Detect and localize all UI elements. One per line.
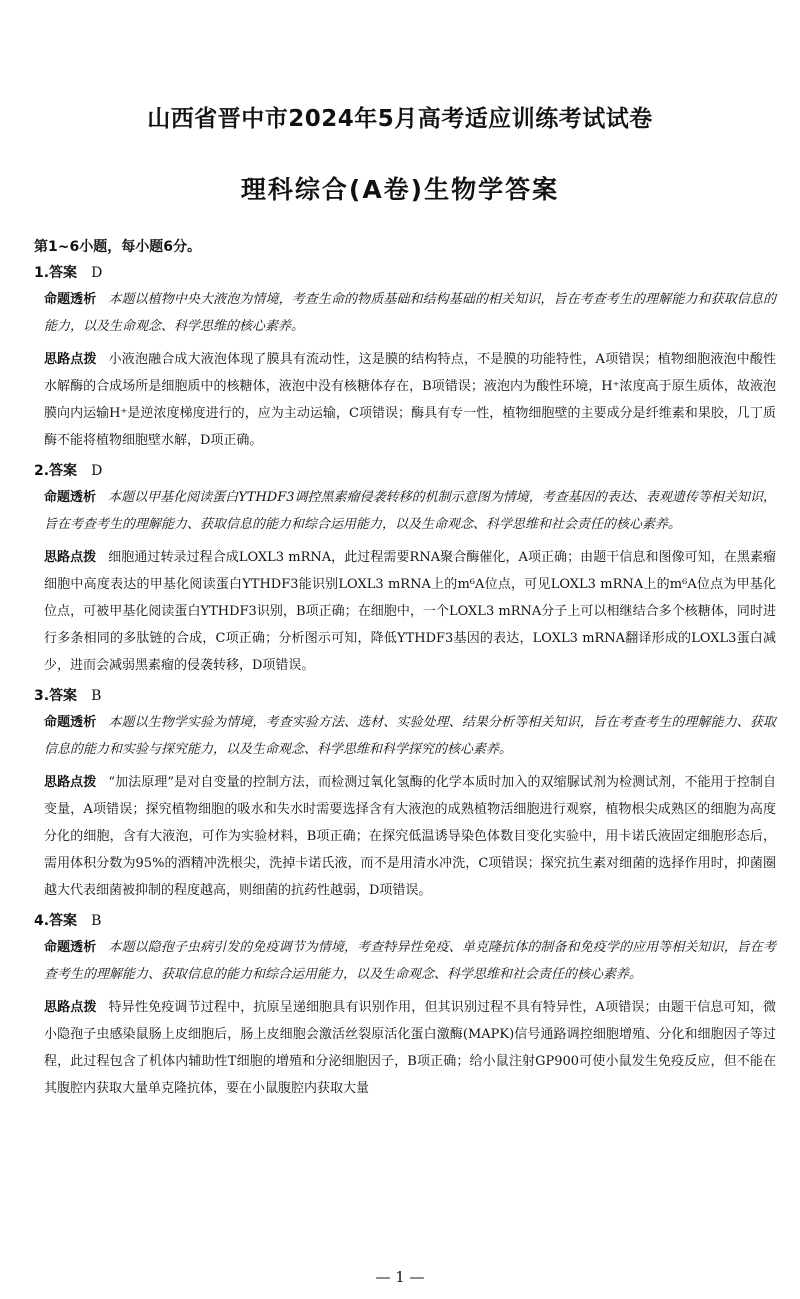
- hint-label: 思路点拨: [44, 775, 97, 790]
- answer-value: B: [91, 688, 102, 704]
- page-subtitle: 理科综合(A卷)生物学答案: [240, 175, 560, 204]
- question-number: 4.: [34, 913, 50, 929]
- question-header: [34, 262, 776, 282]
- hint-label: 思路点拨: [44, 1000, 97, 1015]
- analysis-paragraph: [34, 484, 776, 538]
- answer-value: D: [91, 463, 103, 479]
- question-header: [34, 910, 776, 930]
- analysis-text: 本题以甲基化阅读蛋白YTHDF3调控黑素瘤侵袭转移的机制示意图为情境，考查基因的表达、表观遗传等相关知识，旨在考查考生的理解能力、获取信息的能力和综合运用能力，以及生命观念、科学思维和社会责任的核心素养。: [44, 490, 776, 532]
- analysis-paragraph: [34, 286, 776, 340]
- question-number: 2.: [34, 463, 50, 479]
- hint-label: 思路点拨: [44, 550, 97, 565]
- hint-text: “加法原理”是对自变量的控制方法，而检测过氧化氢酶的化学本质时加入的双缩脲试剂为检测试剂，不能用于控制自变量，A项错误；探究植物细胞的吸水和失水时需要选择含有大液泡的成熟植物活细胞进行观察，植物根尖成熟区的细胞为高度分化的细胞，含有大液泡，可作为实验材料，B项正确；在探究低温诱导染色体数目变化实验中，用卡诺氏液固定细胞形态后，需用体积分数为95%的酒精冲洗根尖，洗掉卡诺氏液，而不是用清水冲洗，C项错误；探究抗生素对细菌的选择作用时，抑菌圈越大代表细菌被抑制的程度越高，则细菌的抗药性越弱，D项错误。: [44, 775, 776, 898]
- question-number: 1.: [34, 265, 50, 281]
- question-header: [34, 460, 776, 480]
- hint-paragraph: [34, 346, 776, 454]
- analysis-label: 命题透析: [44, 490, 97, 505]
- answer-label: 答案: [49, 913, 78, 929]
- question-header: [34, 685, 776, 705]
- page-title: 山西省晋中市2024年5月高考适应训练考试试卷: [147, 106, 653, 132]
- question-2: [34, 460, 776, 679]
- hint-text: 细胞通过转录过程合成LOXL3 mRNA，此过程需要RNA聚合酶催化，A项正确；由题干信息和图像可知，在黑素瘤细胞中高度表达的甲基化阅读蛋白YTHDF3能识别LOXL3 mRNA上的m⁶A位点，可见LOXL3 mRNA上的m⁶A位点为甲基化位点，可被甲基化阅读蛋白YTHDF3识别，B项正确；在细胞中，一个LOXL3 mRNA分子上可以相继结合多个核糖体，同时进行多条相同的多肽链的合成，C项正确；分析图示可知，降低YTHDF3基因的表达，LOXL3 mRNA翻译形成的LOXL3蛋白减少，进而会减弱黑素瘤的侵袭转移，D项错误。: [44, 550, 776, 673]
- hint-text: 特异性免疫调节过程中，抗原呈递细胞具有识别作用，但其识别过程不具有特异性，A项错误；由题干信息可知，微小隐孢子虫感染鼠肠上皮细胞后，肠上皮细胞会激活丝裂原活化蛋白激酶(MAPK)信号通路调控细胞增殖、分化和细胞因子等过程，此过程包含了机体内辅助性T细胞的增殖和分泌细胞因子，B项正确；给小鼠注射GP900可使小鼠发生免疫反应，但不能在其腹腔内获取大量单克隆抗体，要在小鼠腹腔内获取大量: [44, 1000, 776, 1096]
- analysis-label: 命题透析: [44, 292, 97, 307]
- analysis-text: 本题以植物中央大液泡为情境，考查生命的物质基础和结构基础的相关知识，旨在考查考生的理解能力和获取信息的能力，以及生命观念、科学思维的核心素养。: [44, 292, 776, 334]
- analysis-text: 本题以生物学实验为情境，考查实验方法、选材、实验处理、结果分析等相关知识，旨在考查考生的理解能力、获取信息的能力和实验与探究能力，以及生命观念、科学思维和科学探究的核心素养。: [44, 715, 776, 757]
- hint-text: 小液泡融合成大液泡体现了膜具有流动性，这是膜的结构特点，不是膜的功能特性，A项错误；植物细胞液泡中酸性水解酶的合成场所是细胞质中的核糖体，液泡中没有核糖体存在，B项错误；液泡内为酸性环境，H⁺浓度高于原生质体，故液泡膜向内运输H⁺是逆浓度梯度进行的，应为主动运输，C项错误；酶具有专一性，植物细胞壁的主要成分是纤维素和果胶，几丁质酶不能将植物细胞壁水解，D项正确。: [44, 352, 776, 448]
- answer-label: 答案: [49, 265, 78, 281]
- question-1: [34, 262, 776, 454]
- analysis-label: 命题透析: [44, 940, 97, 955]
- question-4: [34, 910, 776, 1102]
- answer-label: 答案: [49, 463, 78, 479]
- analysis-paragraph: [34, 709, 776, 763]
- analysis-label: 命题透析: [44, 715, 97, 730]
- question-number: 3.: [34, 688, 50, 704]
- page-number: — 1 —: [375, 1268, 425, 1286]
- question-3: [34, 685, 776, 904]
- answer-value: B: [91, 913, 102, 929]
- hint-paragraph: [34, 994, 776, 1102]
- analysis-paragraph: [34, 934, 776, 988]
- answer-value: D: [91, 265, 103, 281]
- hint-label: 思路点拨: [44, 352, 97, 367]
- answer-content: [34, 236, 776, 1108]
- hint-paragraph: [34, 544, 776, 679]
- answer-label: 答案: [49, 688, 78, 704]
- analysis-text: 本题以隐孢子虫病引发的免疫调节为情境，考查特异性免疫、单克隆抗体的制备和免疫学的应用等相关知识，旨在考查考生的理解能力、获取信息的能力和综合运用能力，以及生命观念、科学思维和社会责任的核心素养。: [44, 940, 776, 982]
- section-intro: 第1~6小题，每小题6分。: [34, 239, 201, 255]
- hint-paragraph: [34, 769, 776, 904]
